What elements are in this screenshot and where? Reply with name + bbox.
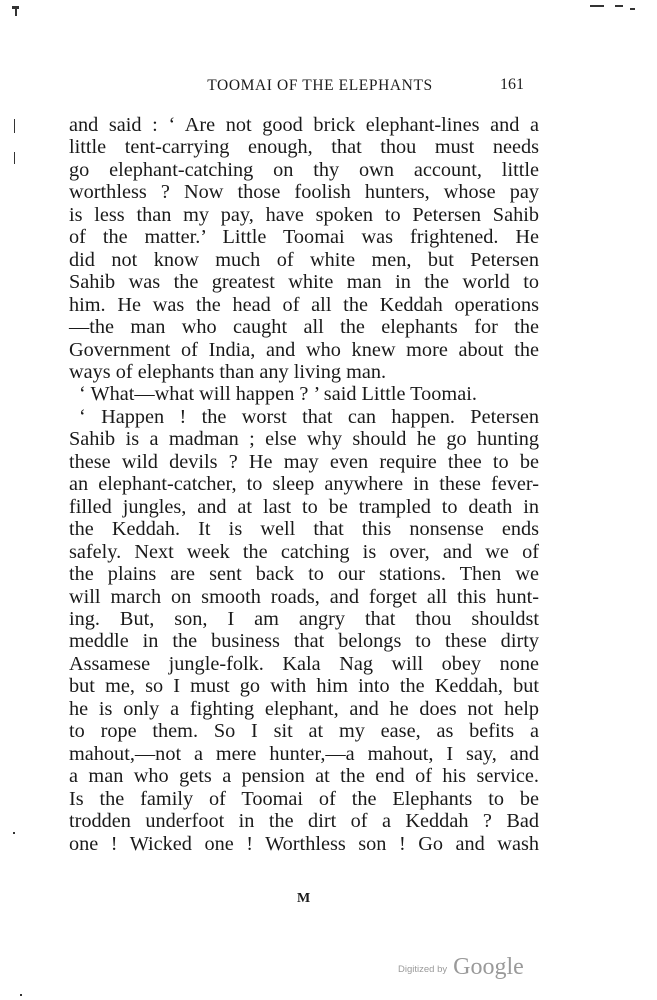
text-line: he is only a fighting elephant, and he does not help — [69, 697, 539, 720]
text-line: these wild devils ? He may even require thee to be — [69, 450, 539, 473]
text-line: will march on smooth roads, and forget all this hunt- — [69, 585, 539, 608]
scan-mark-top-right — [590, 5, 604, 7]
text-line: one ! Wicked one ! Worthless son ! Go and wash — [69, 832, 539, 855]
text-line: and said : ‘ Are not good brick elephant-lines and a — [69, 114, 539, 136]
digitized-watermark — [398, 954, 524, 984]
text-line: is less than my pay, have spoken to Petersen Sahib — [69, 203, 539, 226]
text-line: did not know much of white men, but Petersen — [69, 248, 539, 271]
text-line: the Keddah. It is well that this nonsense ends — [69, 518, 539, 541]
text-line: ‘ Happen ! the worst that can happen. Petersen — [79, 405, 539, 428]
text-line: ‘ What—what will happen ? ’ said Little Toomai. — [79, 383, 477, 406]
scan-mark-top-left-stem — [15, 6, 17, 16]
text-line: ing. But, son, I am angry that thou shouldst — [69, 607, 539, 630]
margin-tick — [14, 152, 15, 164]
text-line: mahout,—not a mere hunter,—a mahout, I say, and — [69, 742, 539, 765]
text-line: meddle in the business that belongs to these dirty — [69, 630, 539, 653]
watermark-prefix: Digitized by — [398, 964, 448, 975]
page-number: 161 — [500, 76, 524, 93]
scan-mark-top-right-3 — [630, 8, 635, 10]
text-line: of the matter.’ Little Toomai was frightened. He — [69, 226, 539, 249]
text-line: the plains are sent back to our stations. Then we — [69, 563, 539, 586]
signature-mark: M — [297, 891, 312, 906]
margin-dot — [20, 994, 22, 996]
text-line: Assamese jungle-folk. Kala Nag will obey none — [69, 652, 539, 675]
text-line: Government of India, and who knew more about the — [69, 338, 539, 361]
text-line: safely. Next week the catching is over, and we of — [69, 540, 539, 563]
body-text — [69, 114, 539, 855]
text-line: an elephant-catcher, to sleep anywhere in these fever- — [69, 473, 539, 496]
text-line: him. He was the head of all the Keddah operations — [69, 293, 539, 316]
text-line: —the man who caught all the elephants for the — [69, 316, 539, 339]
text-line: a man who gets a pension at the end of his service. — [69, 765, 539, 788]
text-line: ways of elephants than any living man. — [69, 360, 387, 383]
text-line: Sahib is a madman ; else why should he go hunting — [69, 428, 539, 451]
text-line: go elephant-catching on thy own account, little — [69, 158, 539, 181]
scan-mark-top-right-2 — [615, 5, 623, 7]
margin-dot — [13, 832, 15, 834]
text-line: but me, so I must go with him into the Keddah, but — [69, 675, 539, 698]
text-line: trodden underfoot in the dirt of a Keddah ? Bad — [69, 810, 539, 833]
google-logo: Google — [453, 954, 524, 980]
text-line: Is the family of Toomai of the Elephants to be — [69, 787, 539, 810]
text-line: filled jungles, and at last to be trampled to death in — [69, 495, 539, 518]
running-title: TOOMAI OF THE ELEPHANTS — [207, 77, 433, 94]
margin-tick — [14, 119, 15, 133]
text-line: little tent-carrying enough, that thou must needs — [69, 136, 539, 159]
text-line: Sahib was the greatest white man in the world to — [69, 271, 539, 294]
text-line: worthless ? Now those foolish hunters, whose pay — [69, 181, 539, 204]
text-line: to rope them. So I sit at my ease, as befits a — [69, 720, 539, 743]
